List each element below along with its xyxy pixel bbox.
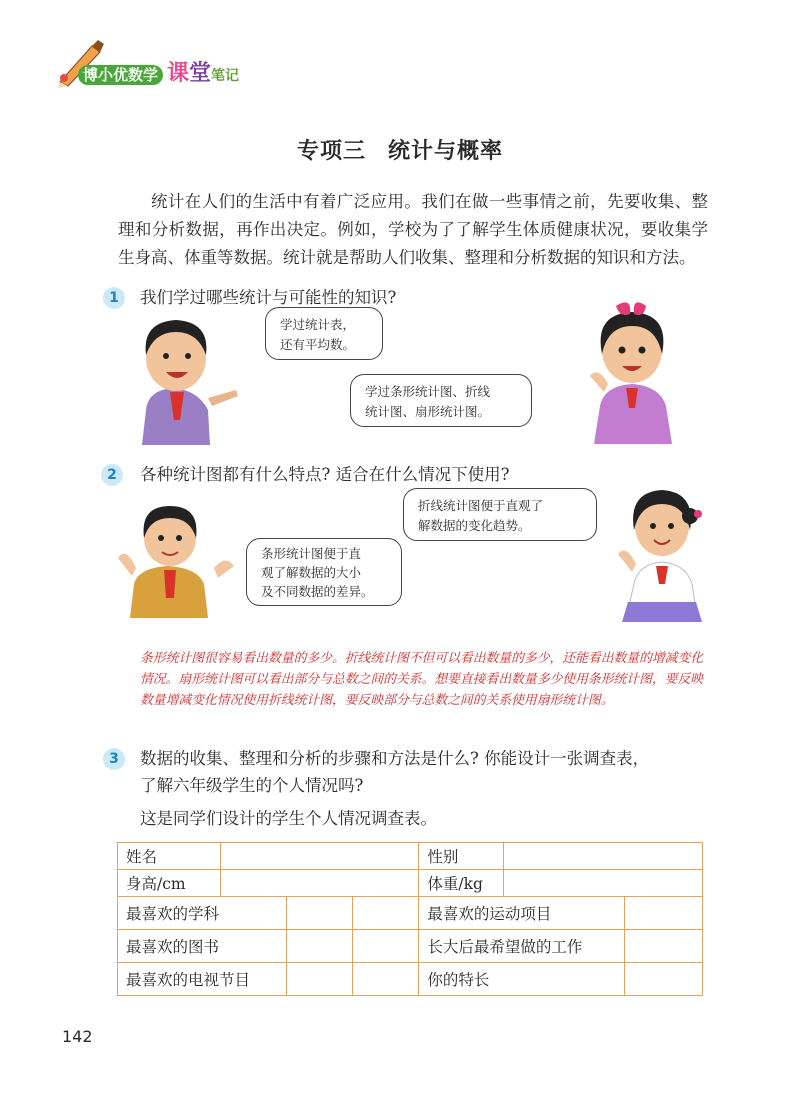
cell-blank <box>286 963 352 996</box>
cell-weight-value <box>504 870 703 897</box>
bubble-line: 还有平均数。 <box>280 337 356 352</box>
question-3-line-1: 数据的收集、整理和分析的步骤和方法是什么? 你能设计一张调查表， <box>140 749 650 768</box>
boy-figure-2 <box>118 498 238 618</box>
cell-blank <box>286 897 352 930</box>
speech-bubble-girl-1 <box>350 374 532 427</box>
cell-blank <box>352 963 419 996</box>
question-number-1: 1 <box>103 287 125 309</box>
label-fav-book: 最喜欢的图书 <box>118 930 287 963</box>
bubble-line: 学过统计表， <box>280 317 356 332</box>
label-name: 姓名 <box>118 843 221 870</box>
bubble-line: 折线统计图便于直观了 <box>418 498 544 513</box>
table-row <box>118 870 703 897</box>
label-fav-tv: 最喜欢的电视节目 <box>118 963 287 996</box>
table-row <box>118 930 703 963</box>
cell-blank <box>286 930 352 963</box>
bubble-line: 学过条形统计图、折线 <box>365 384 491 399</box>
cell-height-value <box>220 870 418 897</box>
flower-icon <box>60 74 68 82</box>
label-weight: 体重/kg <box>419 870 504 897</box>
cell-blank <box>625 897 703 930</box>
cell-blank <box>625 930 703 963</box>
label-gender: 性别 <box>419 843 504 870</box>
bubble-line: 观了解数据的大小 <box>261 565 362 580</box>
logo-text-biji: 笔记 <box>211 68 240 84</box>
logo-text-main: 博小优数学 <box>78 65 163 85</box>
bubble-line: 条形统计图便于直 <box>261 546 362 561</box>
survey-table <box>117 842 703 996</box>
bubble-line: 及不同数据的差异。 <box>261 584 374 599</box>
speech-bubble-boy-1 <box>265 307 383 360</box>
label-height: 身高/cm <box>118 870 221 897</box>
question-3-line-2: 了解六年级学生的个人情况吗? <box>140 776 364 795</box>
label-specialty: 你的特长 <box>419 963 625 996</box>
table-row <box>118 963 703 996</box>
question-number-3: 3 <box>103 748 125 770</box>
table-row <box>118 897 703 930</box>
header-logo-text <box>78 56 239 87</box>
question-1-text: 我们学过哪些统计与可能性的知识? <box>140 288 397 307</box>
cell-blank <box>352 930 419 963</box>
label-dream-job: 长大后最希望做的工作 <box>419 930 625 963</box>
cell-name-value <box>220 843 418 870</box>
page-number: 142 <box>62 1027 93 1046</box>
title-section: 专项三 <box>296 139 366 164</box>
logo-text-tang: 堂 <box>189 61 212 86</box>
survey-caption: 这是同学们设计的学生个人情况调查表。 <box>140 809 437 828</box>
handwritten-answer: 条形统计图很容易看出数量的多少。折线统计图不但可以看出数量的多少，还能看出数量的增减变化情况。扇形统计图可以看出部分与总数之间的关系。想要直接看出数量多少使用条形统计图，要反映数量增减变化情况使用折线统计图，要反映部分与总数之间的关系使用扇形统计图。 <box>140 651 704 708</box>
table-row <box>118 843 703 870</box>
label-fav-subject: 最喜欢的学科 <box>118 897 287 930</box>
bubble-line: 统计图、扇形统计图。 <box>365 404 491 419</box>
girl-figure-2 <box>612 484 712 624</box>
question-2-text: 各种统计图都有什么特点? 适合在什么情况下使用? <box>140 465 510 484</box>
cell-blank <box>352 897 419 930</box>
speech-bubble-boy-2 <box>246 538 402 606</box>
girl-figure-1 <box>580 296 690 446</box>
logo-text-ke: 课 <box>167 61 190 86</box>
intro-paragraph: 统计在人们的生活中有着广泛应用。我们在做一些事情之前，先要收集、整理和分析数据，再作出决定。例如，学校为了了解学生体质健康状况，要收集学生身高、体重等数据。统计就是帮助人们收集、整理和分析数据的知识和方法。 <box>118 192 708 267</box>
bubble-line: 解数据的变化趋势。 <box>418 518 531 533</box>
title-topic: 统计与概率 <box>388 139 504 164</box>
cell-gender-value <box>504 843 703 870</box>
cell-blank <box>625 963 703 996</box>
question-number-2: 2 <box>101 464 123 486</box>
boy-figure-1 <box>128 310 258 445</box>
label-fav-sport: 最喜欢的运动项目 <box>419 897 625 930</box>
page-title <box>0 134 800 165</box>
speech-bubble-girl-2 <box>403 488 597 541</box>
